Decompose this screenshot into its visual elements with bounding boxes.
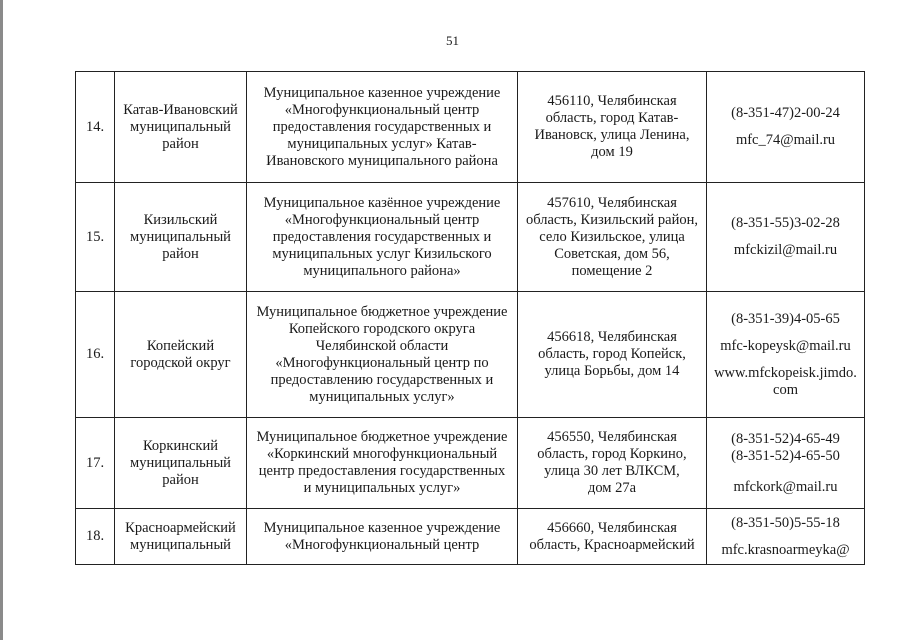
district-cell: Катав-Ивановский муниципальный район (115, 72, 247, 183)
table-row (76, 72, 865, 183)
address-cell: 456110, Челябинская область, город Катав- Ивановск, улица Ленина, дом 19 (518, 72, 707, 183)
phone-number: (8-351-50)5-55-18 (731, 514, 840, 531)
district-cell: Коркинский муниципальный район (115, 418, 247, 509)
row-number: 16. (76, 292, 115, 418)
district-cell: Красноармейский муниципальный (115, 509, 247, 565)
row-number: 15. (76, 183, 115, 292)
table-row (76, 509, 865, 565)
address-cell: 456660, Челябинская область, Красноармейский (518, 509, 707, 565)
contacts-cell (707, 292, 865, 418)
institution-cell: Муниципальное казенное учреждение «Многофункциональный центр предоставления государственных и муниципальных услуг» Катав- Ивановского муниципального района (247, 72, 518, 183)
email-address: mfc-kopeysk@mail.ru (720, 337, 851, 354)
institution-cell: Муниципальное бюджетное учреждение «Коркинский многофункциональный центр предоставления государственных и муниципальных услуг» (247, 418, 518, 509)
district-cell: Кизильский муниципальный район (115, 183, 247, 292)
phone-number: (8-351-39)4-05-65 (731, 310, 840, 327)
email-address: mfc.krasnoarmeyka@ (721, 541, 850, 558)
table-row (76, 418, 865, 509)
contacts-cell (707, 183, 865, 292)
row-number: 17. (76, 418, 115, 509)
phone-number: (8-351-55)3-02-28 (731, 215, 840, 231)
website-address: www.mfckopeisk.jimdo. com (714, 364, 857, 398)
contacts-cell (707, 509, 865, 565)
email-address: mfckizil@mail.ru (733, 242, 838, 258)
contacts-cell (707, 72, 865, 183)
mfc-registry-table (75, 71, 865, 565)
phone-number: (8-351-52)4-65-50 (731, 447, 840, 464)
institution-cell: Муниципальное казённое учреждение «Многофункциональный центр предоставления государственных и муниципальных услуг Кизильского муниципального района» (247, 183, 518, 292)
district-cell: Копейский городской округ (115, 292, 247, 418)
email-address: mfckork@mail.ru (733, 478, 838, 495)
institution-cell: Муниципальное казенное учреждение «Многофункциональный центр (247, 509, 518, 565)
address-cell: 457610, Челябинская область, Кизильский район, село Кизильское, улица Советская, дом 56, помещение 2 (518, 183, 707, 292)
table-row (76, 292, 865, 418)
institution-cell: Муниципальное бюджетное учреждение Копейского городского округа Челябинской области «Многофункциональный центр по предоставлению государственных и муниципальных услуг» (247, 292, 518, 418)
address-cell: 456618, Челябинская область, город Копейск, улица Борьбы, дом 14 (518, 292, 707, 418)
row-number: 14. (76, 72, 115, 183)
table-row (76, 183, 865, 292)
scan-left-edge (0, 0, 3, 640)
row-number: 18. (76, 509, 115, 565)
phone-number: (8-351-47)2-00-24 (731, 105, 840, 121)
page-number: 51 (446, 33, 459, 48)
contacts-cell (707, 418, 865, 509)
email-address: mfc_74@mail.ru (735, 132, 836, 148)
phone-number: (8-351-52)4-65-49 (731, 430, 840, 447)
address-cell: 456550, Челябинская область, город Коркино, улица 30 лет ВЛКСМ, дом 27а (518, 418, 707, 509)
